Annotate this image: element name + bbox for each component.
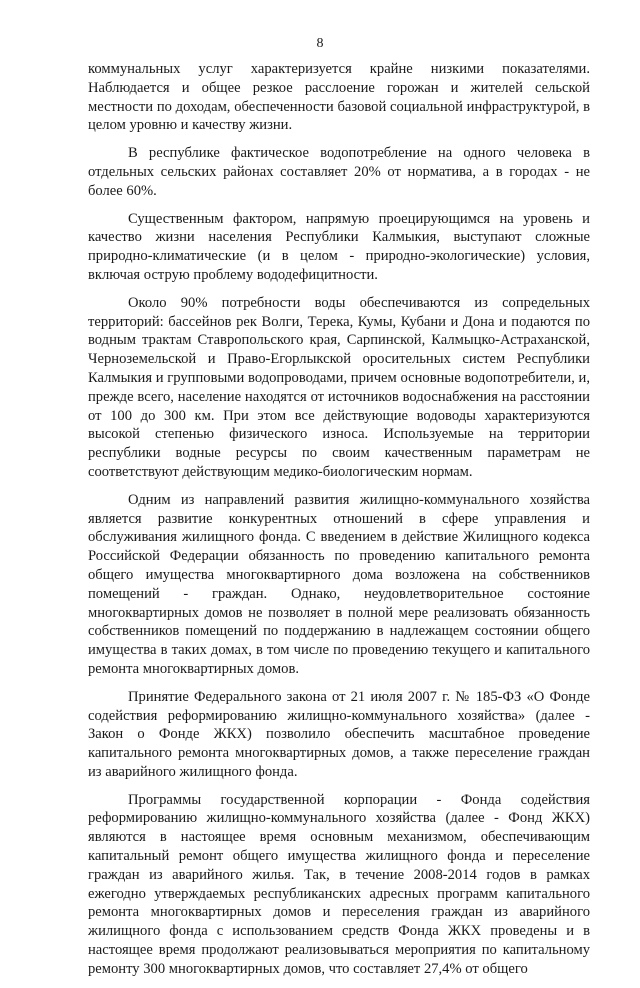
- paragraph-fund-programs: Программы государственной корпорации - Фонда содействия реформированию жилищно-коммунального хозяйства (далее - Фонд ЖКХ) являются в настоящее время основным механизмом, обеспечивающим капитальный ремонт общего имущества жилищного фонда и переселение граждан из аварийного жилья. Так, в течение 2008-2014 годов в рамках ежегодно утверждаемых республиканских адресных программ капитального ремонта многоквартирных домов и переселения граждан из аварийного жилищного фонда с использованием средств Фонда ЖКХ проведены и в настоящее время продолжают реализовываться мероприятия по капитальному ремонту 300 многоквартирных домов, что составляет 27,4% от общего: [88, 791, 590, 977]
- paragraph-water-sources: Около 90% потребности воды обеспечиваются из сопредельных территорий: бассейнов рек Волги, Терека, Кумы, Кубани и Дона и подаются по водным трактам Ставропольского края, Сарпинской, Калмыцко-Астраханской, Черноземельской и Право-Егорлыкской оросительных систем Республики Калмыкия и групповыми водопроводами, причем основные водопотребители, и, прежде всего, население находятся от источников водоснабжения на расстоянии от 100 до 300 км. При этом все действующие водоводы характеризуются высокой степенью физического износа. Используемые на территории республики водные ресурсы по своим качественным параметрам не соответствуют действующим медико-биологическим нормам.: [88, 294, 590, 480]
- paragraph-utilities-inequality: коммунальных услуг характеризуется крайне низкими показателями. Наблюдается и общее резкое расслоение горожан и жителей сельской местности по доходам, обеспеченности базовой социальной инфраструктурой, в целом уровню и качеству жизни.: [88, 61, 590, 134]
- paragraph-water-consumption: В республике фактическое водопотребление на одного человека в отдельных сельских районах составляет 20% от норматива, а в городах - не более 60%.: [88, 145, 590, 199]
- paragraph-climate-factor: Существенным фактором, напрямую проецирующимся на уровень и качество жизни населения Республики Калмыкия, выступают сложные природно-климатические (и в целом - природно-экологические) условия, включая острую проблему вододефицитности.: [88, 210, 590, 283]
- paragraph-federal-law: Принятие Федерального закона от 21 июля 2007 г. № 185-ФЗ «О Фонде содействия реформированию жилищно-коммунального хозяйства» (далее - Закон о Фонде ЖКХ) позволило обеспечить масштабное проведение капитального ремонта многоквартирных домов, а также переселение граждан из аварийного жилищного фонда.: [88, 688, 590, 780]
- document-body: [88, 60, 590, 988]
- paragraph-housing-management: Одним из направлений развития жилищно-коммунального хозяйства является развитие конкурентных отношений в сфере управления и обслуживания жилищного фонда. С введением в действие Жилищного кодекса Российской Федерации обязанность по проведению капитального ремонта общего имущества многоквартирного дома возложена на собственников помещений - граждан. Однако, неудовлетворительное состояние многоквартирных домов не позволяет в полной мере реализовать обязанность собственников помещений по поддержанию в надлежащем состоянии общего имущества в таких домах, в том числе по проведению текущего и капитального ремонта многоквартирных домов.: [88, 491, 590, 677]
- page-number: 8: [316, 36, 324, 51]
